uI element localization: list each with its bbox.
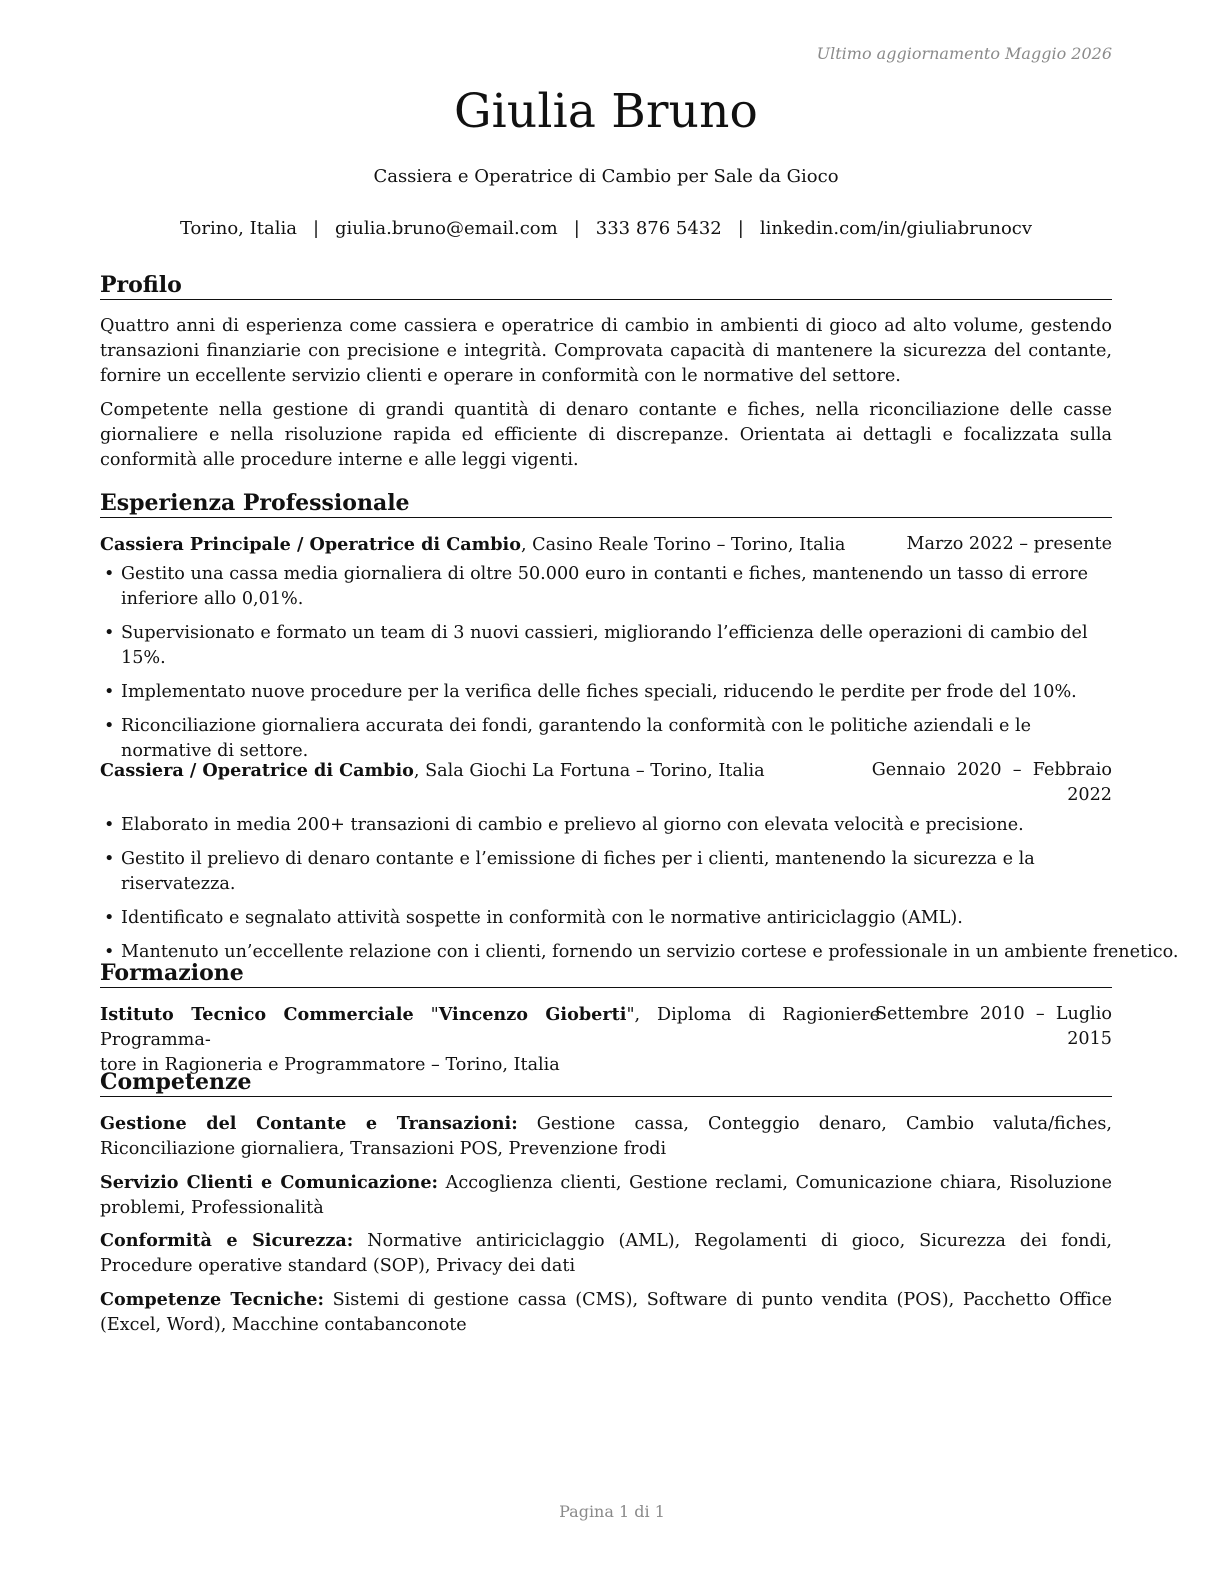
contact-location: Torino, Italia: [179, 218, 297, 239]
list-item: [100, 680, 1112, 705]
job-header: [100, 758, 1112, 805]
bullet-text: Riconciliazione giornaliera accurata dei fondi, garantendo la conformità con le politiche aziendali e le normative di settore.: [121, 716, 1032, 761]
school-title: Vincenzo Gioberti: [438, 1004, 627, 1025]
bullet-text: Mantenuto un’eccellente relazione con i clienti, fornendo un servizio cortese e professionale in un ambiente frenetico.: [121, 942, 1179, 962]
list-item: [100, 813, 1112, 838]
bullet-text: Identificato e segnalato attività sospette in conformità con le normative antiriciclaggio (AML).: [121, 908, 963, 928]
profile-paragraph: Quattro anni di esperienza come cassiera e operatrice di cambio in ambienti di gioco ad alto volume, gestendo transazioni finanziarie con precisione e integrità. Comprovata capacità di mantenere la sicurezza del contante, fornire un eccellente servizio clienti e operare in conformità con le normative del settore.: [100, 316, 1112, 386]
skill-label: Gestione del Contante e Transazioni:: [100, 1113, 518, 1134]
job-dates: [872, 758, 1112, 808]
contact-email[interactable]: giulia.bruno@email.com: [335, 218, 558, 239]
candidate-name: Giulia Bruno: [453, 84, 759, 139]
job-bullets: [100, 562, 1112, 773]
profile-paragraph: Competente nella gestione di grandi quantità di denaro contante e fiches, nella riconciliazione delle casse giornaliere e nella risoluzione rapida ed efficiente di discrepanze. Orientata ai dettagli e focalizzata sulla conformità alle procedure interne e alle leggi vigenti.: [100, 400, 1112, 470]
bullet-icon: •: [104, 908, 115, 928]
list-item: [100, 714, 1112, 764]
skill-label: Competenze Tecniche:: [100, 1289, 324, 1310]
bullet-text: Gestito il prelievo di denaro contante e l’emissione di fiches per i clienti, mantenendo la sicurezza e la riservatezza.: [121, 849, 1035, 894]
job-company: , Sala Giochi La Fortuna – Torino, Italia: [413, 761, 765, 781]
job-dates-line2: 2022: [1067, 785, 1112, 805]
skill-group: [100, 1111, 1112, 1162]
education-text: Istituto Tecnico Commerciale "Vincenzo Gioberti", Diploma di Ragioniere Programma- tore in Ragioneria e Programmatore – Torino, Italia: [100, 1004, 881, 1075]
separator: |: [737, 218, 744, 239]
degree-line2: tore in Ragioneria e Programmatore – Torino, Italia: [100, 1055, 560, 1075]
list-item: [100, 906, 1112, 931]
section-heading-skills: Competenze: [100, 1069, 1112, 1097]
job-bullets: [100, 813, 1179, 974]
bullet-text: Elaborato in media 200+ transazioni di cambio e prelievo al giorno con elevata velocità e precisione.: [121, 815, 1024, 835]
separator: |: [312, 218, 320, 239]
section-heading-education: Formazione: [100, 960, 1112, 988]
skill-text: Accoglienza clienti, Gestione reclami, Comunicazione chiara, Risoluzione problemi, Professionalità: [100, 1173, 1112, 1218]
bullet-icon: •: [104, 942, 115, 962]
bullet-icon: •: [104, 564, 115, 584]
education-dates-line2: 2015: [1067, 1029, 1112, 1049]
education-dates-line1: Settembre 2010 – Luglio: [874, 1004, 1112, 1024]
bullet-icon: •: [104, 815, 115, 835]
education-entry: [100, 1002, 1112, 1078]
separator: |: [573, 218, 580, 239]
bullet-icon: •: [104, 682, 115, 702]
skill-text: Normative antiriciclaggio (AML), Regolamenti di gioco, Sicurezza dei fondi, Procedure operative standard (SOP), Privacy dei dati: [100, 1231, 1112, 1276]
job-dates-line1: Gennaio 2020 – Febbraio: [871, 760, 1112, 780]
bullet-text: Gestito una cassa media giornaliera di oltre 50.000 euro in contanti e fiches, mantenendo un tasso di errore inferiore allo 0,01%.: [121, 564, 1089, 609]
bullet-icon: •: [104, 623, 115, 643]
job-role: Cassiera / Operatrice di Cambio: [100, 760, 414, 781]
skill-label: Conformità e Sicurezza:: [100, 1230, 354, 1251]
list-item: [100, 562, 1112, 612]
job-company: , Casino Reale Torino – Torino, Italia: [520, 535, 846, 555]
bullet-icon: •: [104, 849, 115, 869]
degree: , Diploma di Ragioniere Programma-: [100, 1005, 881, 1050]
bullet-text: Supervisionato e formato un team di 3 nuovi cassieri, migliorando l’efficienza delle operazioni di cambio del 15%.: [121, 623, 1088, 668]
section-heading-profile: Profilo: [100, 272, 1112, 300]
bullet-text: Implementato nuove procedure per la verifica delle fiches speciali, riducendo le perdite per frode del 10%.: [121, 682, 1077, 702]
skill-label: Servizio Clienti e Comunicazione:: [100, 1172, 439, 1193]
skill-group: [100, 1228, 1112, 1279]
job-dates: Marzo 2022 – presente: [906, 534, 1112, 554]
skill-group: [100, 1170, 1112, 1221]
contact-linkedin[interactable]: linkedin.com/in/giuliabrunocv: [759, 218, 1033, 239]
bullet-icon: •: [104, 716, 115, 736]
job-role: Cassiera Principale / Operatrice di Cambio: [100, 534, 521, 555]
list-item: [100, 621, 1112, 671]
skill-text: Sistemi di gestione cassa (CMS), Software di punto vendita (POS), Pacchetto Office (Excel, Word), Macchine contabanconote: [100, 1290, 1112, 1335]
contact-phone: 333 876 5432: [595, 218, 722, 239]
contact-line: [100, 218, 1112, 239]
list-item: [100, 847, 1112, 897]
last-updated: Ultimo aggiornamento Maggio 2026: [816, 44, 1112, 63]
page-number: Pagina 1 di 1: [559, 1502, 665, 1521]
job-title: Cassiera e Operatrice di Cambio per Sale da Gioco: [373, 166, 839, 187]
job-header: [100, 532, 1112, 558]
section-heading-experience: Esperienza Professionale: [100, 490, 1112, 518]
education-dates: [875, 1002, 1112, 1052]
skill-text: Gestione cassa, Conteggio denaro, Cambio valuta/fiches, Riconciliazione giornaliera, Transazioni POS, Prevenzione frodi: [100, 1114, 1112, 1159]
school-name: Istituto Tecnico Commerciale: [100, 1004, 414, 1025]
skill-group: [100, 1287, 1112, 1338]
